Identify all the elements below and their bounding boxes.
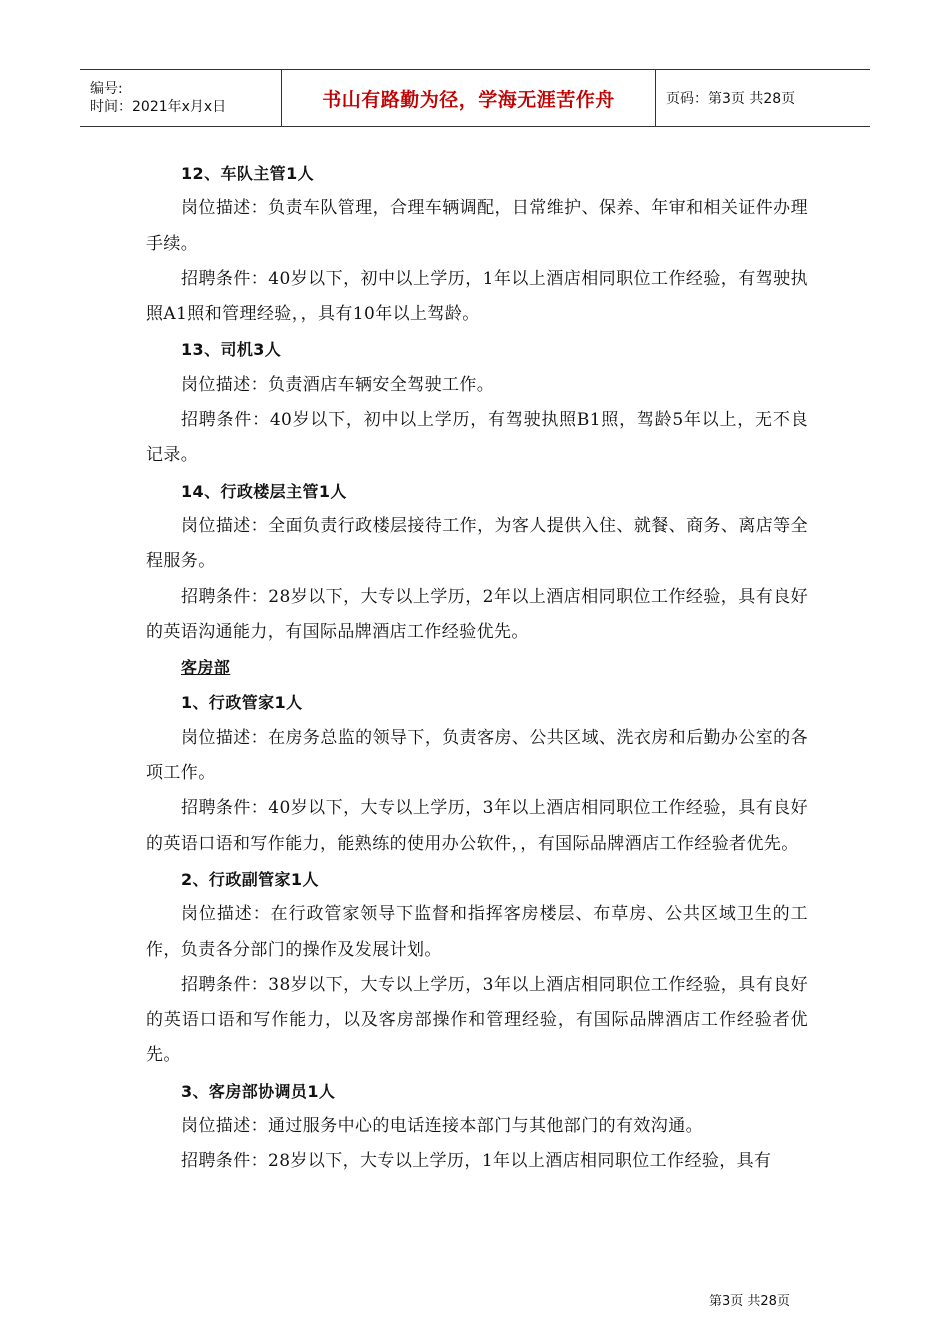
paragraph: 招聘条件：40岁以下，初中以上学历，1年以上酒店相同职位工作经验，有驾驶执照A1照和管理经验，，具有10年以上驾龄。 xyxy=(146,268,808,325)
header-motto-cell xyxy=(282,70,656,126)
page-footer: 第3页 共28页 xyxy=(709,1294,790,1309)
header-page-label: 页码：第3页 共28页 xyxy=(666,91,796,107)
number-label: 编号: xyxy=(90,81,123,97)
paragraph: 招聘条件：28岁以下，大专以上学历，1年以上酒店相同职位工作经验，具有 xyxy=(181,1151,772,1172)
time-label: 时间：2021年x月x日 xyxy=(90,99,227,115)
header-meta xyxy=(80,70,282,126)
header-motto: 书山有路勤为径，学海无涯苦作舟 xyxy=(322,88,615,111)
paragraph: 岗位描述：通过服务中心的电话连接本部门与其他部门的有效沟通。 xyxy=(181,1116,703,1137)
position-title: 1、行政管家1人 xyxy=(181,693,303,713)
document-body xyxy=(146,156,808,1180)
position-title: 14、行政楼层主管1人 xyxy=(181,481,347,501)
paragraph: 招聘条件：40岁以下，大专以上学历，3年以上酒店相同职位工作经验，具有良好的英语口语和写作能力，能熟练的使用办公软件，，有国际品牌酒店工作经验者优先。 xyxy=(146,798,808,854)
paragraph: 岗位描述：负责酒店车辆安全驾驶工作。 xyxy=(181,374,495,395)
paragraph: 岗位描述：负责车队管理，合理车辆调配，日常维护、保养、年审和相关证件办理手续。 xyxy=(146,198,808,254)
paragraph: 岗位描述：全面负责行政楼层接待工作，为客人提供入住、就餐、商务、离店等全程服务。 xyxy=(146,515,808,572)
paragraph: 招聘条件：38岁以下，大专以上学历，3年以上酒店相同职位工作经验，具有良好的英语口语和写作能力，以及客房部操作和管理经验，有国际品牌酒店工作经验者优先。 xyxy=(146,974,808,1066)
position-title: 13、司机3人 xyxy=(181,340,282,360)
position-title: 3、客房部协调员1人 xyxy=(181,1081,336,1101)
position-title: 12、车队主管1人 xyxy=(181,164,314,183)
paragraph: 岗位描述：在房务总监的领导下，负责客房、公共区域、洗衣房和后勤办公室的各项工作。 xyxy=(146,727,808,784)
page-header xyxy=(80,69,870,127)
paragraph: 岗位描述：在行政管家领导下监督和指挥客房楼层、布草房、公共区域卫生的工作，负责各分部门的操作及发展计划。 xyxy=(146,904,808,960)
paragraph: 招聘条件：40岁以下，初中以上学历，有驾驶执照B1照，驾龄5年以上，无不良记录。 xyxy=(146,410,808,466)
position-title: 2、行政副管家1人 xyxy=(181,869,319,889)
department-heading: 客房部 xyxy=(181,658,231,678)
header-page-cell xyxy=(656,70,870,126)
paragraph: 招聘条件：28岁以下，大专以上学历，2年以上酒店相同职位工作经验，具有良好的英语沟通能力，有国际品牌酒店工作经验优先。 xyxy=(146,586,808,642)
